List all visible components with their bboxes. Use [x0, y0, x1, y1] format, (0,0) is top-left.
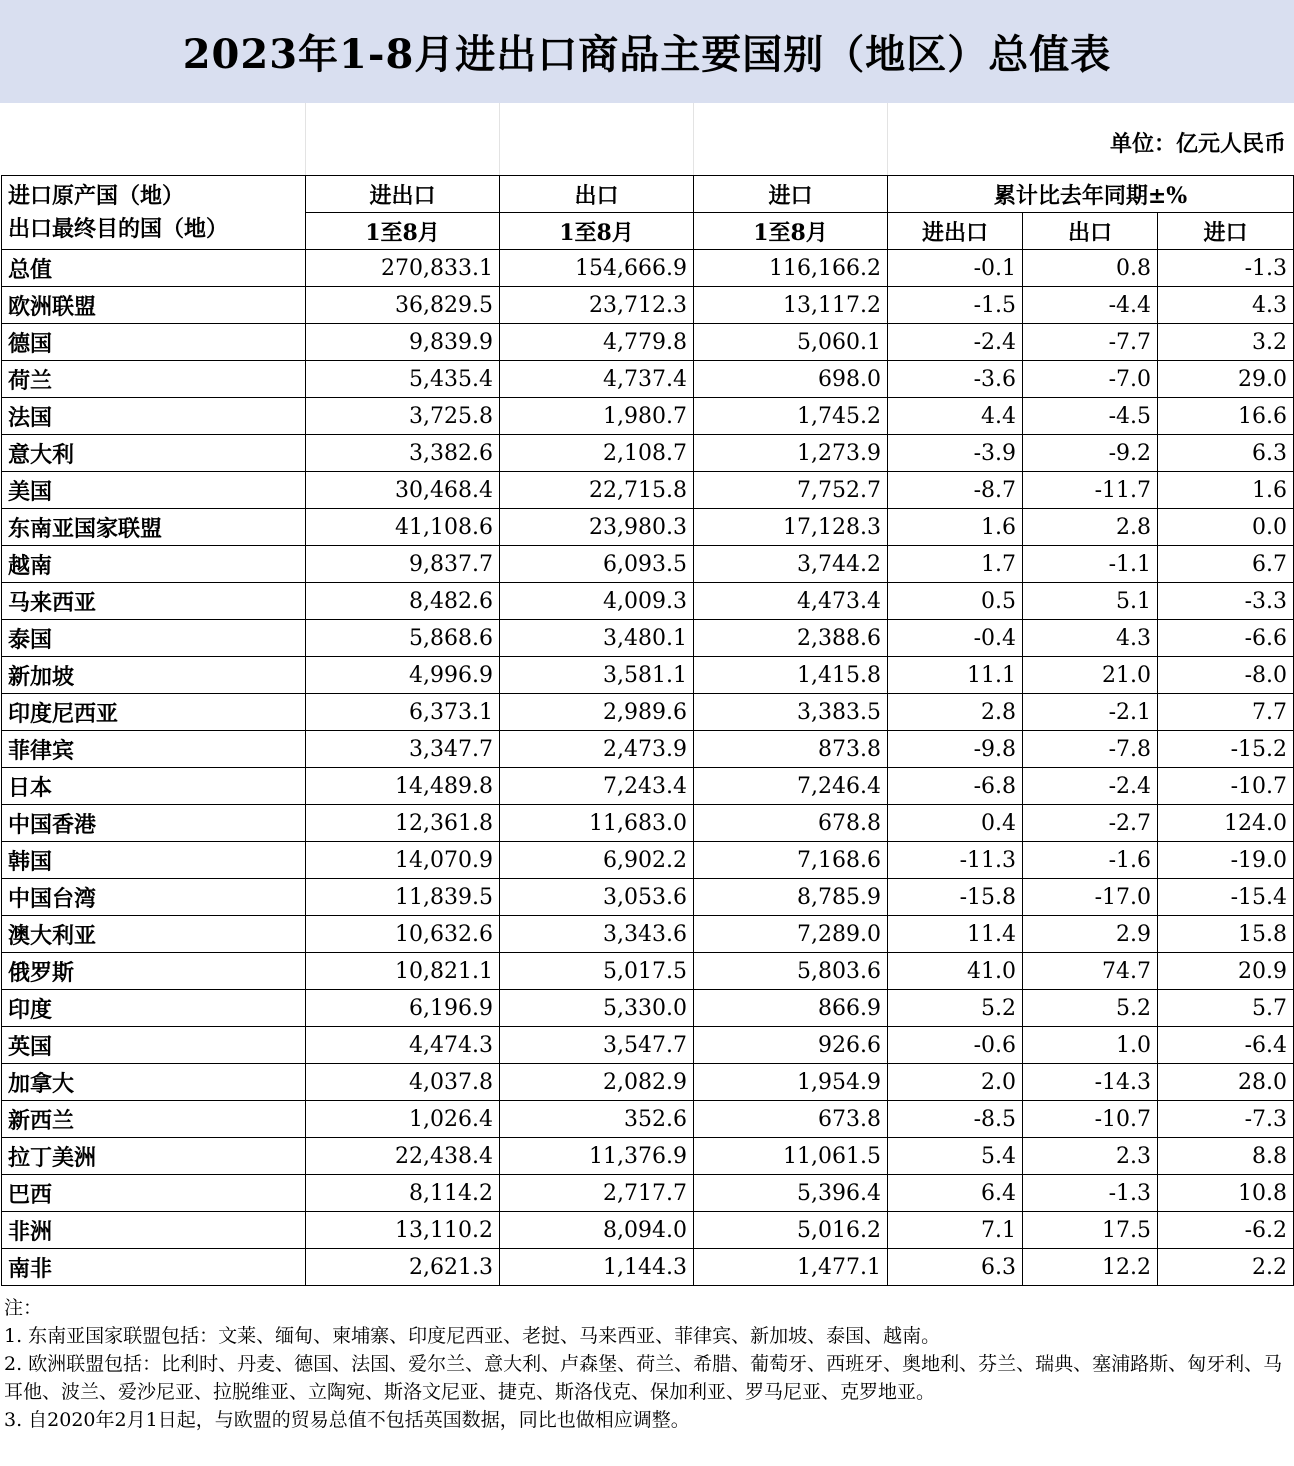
yoy-export-cell: -11.7	[1023, 472, 1158, 509]
export-cell: 4,779.8	[500, 324, 694, 361]
country-cell: 印度	[2, 990, 306, 1027]
yoy-export-header: 出口	[1023, 213, 1158, 250]
yoy-export-cell: -2.1	[1023, 694, 1158, 731]
import-cell: 5,396.4	[694, 1175, 888, 1212]
total-period-header: 1至8月	[306, 213, 500, 250]
yoy-total-cell: -8.5	[888, 1101, 1023, 1138]
yoy-import-cell: 124.0	[1158, 805, 1294, 842]
yoy-import-cell: 16.6	[1158, 398, 1294, 435]
export-cell: 3,547.7	[500, 1027, 694, 1064]
yoy-import-cell: 7.7	[1158, 694, 1294, 731]
export-cell: 5,017.5	[500, 953, 694, 990]
import-cell: 1,273.9	[694, 435, 888, 472]
yoy-export-cell: -14.3	[1023, 1064, 1158, 1101]
total-cell: 36,829.5	[306, 287, 500, 324]
yoy-total-cell: -0.6	[888, 1027, 1023, 1064]
import-cell: 873.8	[694, 731, 888, 768]
export-cell: 23,712.3	[500, 287, 694, 324]
country-cell: 新加坡	[2, 657, 306, 694]
export-cell: 352.6	[500, 1101, 694, 1138]
total-cell: 41,108.6	[306, 509, 500, 546]
total-cell: 5,435.4	[306, 361, 500, 398]
table-row	[2, 583, 1294, 620]
total-cell: 1,026.4	[306, 1101, 500, 1138]
country-cell: 加拿大	[2, 1064, 306, 1101]
yoy-import-cell: 29.0	[1158, 361, 1294, 398]
note-1: 1. 东南亚国家联盟包括：文莱、缅甸、柬埔寨、印度尼西亚、老挝、马来西亚、菲律宾、新加坡、泰国、越南。	[4, 1325, 941, 1347]
table-row	[2, 435, 1294, 472]
import-cell: 8,785.9	[694, 879, 888, 916]
yoy-import-cell: 4.3	[1158, 287, 1294, 324]
table-row	[2, 953, 1294, 990]
country-cell: 印度尼西亚	[2, 694, 306, 731]
yoy-total-cell: -1.5	[888, 287, 1023, 324]
import-cell: 3,383.5	[694, 694, 888, 731]
yoy-import-cell: -7.3	[1158, 1101, 1294, 1138]
country-cell: 欧洲联盟	[2, 287, 306, 324]
export-period-header: 1至8月	[500, 213, 694, 250]
yoy-import-cell: 3.2	[1158, 324, 1294, 361]
country-cell: 新西兰	[2, 1101, 306, 1138]
yoy-import-cell: 28.0	[1158, 1064, 1294, 1101]
yoy-import-cell: -19.0	[1158, 842, 1294, 879]
yoy-import-cell: -15.4	[1158, 879, 1294, 916]
export-cell: 7,243.4	[500, 768, 694, 805]
import-period-header: 1至8月	[694, 213, 888, 250]
country-cell: 拉丁美洲	[2, 1138, 306, 1175]
yoy-total-cell: 7.1	[888, 1212, 1023, 1249]
yoy-export-cell: -2.7	[1023, 805, 1158, 842]
import-cell: 7,168.6	[694, 842, 888, 879]
country-cell: 东南亚国家联盟	[2, 509, 306, 546]
table-row	[2, 1138, 1294, 1175]
yoy-import-cell: -1.3	[1158, 250, 1294, 287]
total-cell: 9,839.9	[306, 324, 500, 361]
country-cell: 非洲	[2, 1212, 306, 1249]
note-2: 2. 欧洲联盟包括：比利时、丹麦、德国、法国、爱尔兰、意大利、卢森堡、荷兰、希腊、葡萄牙、西班牙、奥地利、芬兰、瑞典、塞浦路斯、匈牙利、马耳他、波兰、爱沙尼亚、拉脱维亚、立陶宛、斯洛文尼亚、捷克、斯洛伐克、保加利亚、罗马尼亚、克罗地亚。	[4, 1353, 1283, 1403]
yoy-import-cell: -10.7	[1158, 768, 1294, 805]
yoy-export-cell: -4.4	[1023, 287, 1158, 324]
yoy-export-cell: 2.9	[1023, 916, 1158, 953]
yoy-total-cell: 2.8	[888, 694, 1023, 731]
yoy-total-cell: -15.8	[888, 879, 1023, 916]
import-cell: 1,477.1	[694, 1249, 888, 1286]
total-cell: 14,489.8	[306, 768, 500, 805]
yoy-import-cell: -8.0	[1158, 657, 1294, 694]
country-cell: 日本	[2, 768, 306, 805]
unit-label: 单位：亿元人民币	[1109, 131, 1286, 157]
export-cell: 6,902.2	[500, 842, 694, 879]
export-cell: 1,980.7	[500, 398, 694, 435]
yoy-import-cell: -3.3	[1158, 583, 1294, 620]
yoy-total-cell: 6.3	[888, 1249, 1023, 1286]
grid-line	[305, 103, 306, 175]
import-cell: 678.8	[694, 805, 888, 842]
import-cell: 5,016.2	[694, 1212, 888, 1249]
total-header: 进出口	[306, 176, 500, 213]
yoy-export-cell: -7.7	[1023, 324, 1158, 361]
export-cell: 11,683.0	[500, 805, 694, 842]
import-cell: 2,388.6	[694, 620, 888, 657]
export-cell: 6,093.5	[500, 546, 694, 583]
export-cell: 8,094.0	[500, 1212, 694, 1249]
table-row	[2, 842, 1294, 879]
total-cell: 22,438.4	[306, 1138, 500, 1175]
export-cell: 3,581.1	[500, 657, 694, 694]
yoy-total-cell: 11.1	[888, 657, 1023, 694]
export-cell: 11,376.9	[500, 1138, 694, 1175]
import-cell: 1,954.9	[694, 1064, 888, 1101]
yoy-export-cell: 12.2	[1023, 1249, 1158, 1286]
yoy-import-cell: 5.7	[1158, 990, 1294, 1027]
table-row	[2, 1249, 1294, 1286]
yoy-export-cell: 5.2	[1023, 990, 1158, 1027]
yoy-import-header: 进口	[1158, 213, 1294, 250]
yoy-total-cell: 11.4	[888, 916, 1023, 953]
total-cell: 3,382.6	[306, 435, 500, 472]
country-cell: 俄罗斯	[2, 953, 306, 990]
yoy-export-cell: 5.1	[1023, 583, 1158, 620]
import-cell: 1,415.8	[694, 657, 888, 694]
yoy-total-cell: 2.0	[888, 1064, 1023, 1101]
yoy-export-cell: 2.3	[1023, 1138, 1158, 1175]
country-cell: 意大利	[2, 435, 306, 472]
export-cell: 22,715.8	[500, 472, 694, 509]
table-row	[2, 324, 1294, 361]
trade-table	[1, 175, 1294, 1286]
yoy-export-cell: 4.3	[1023, 620, 1158, 657]
country-cell: 菲律宾	[2, 731, 306, 768]
yoy-export-cell: -2.4	[1023, 768, 1158, 805]
yoy-header: 累计比去年同期±%	[888, 176, 1294, 213]
table-row	[2, 398, 1294, 435]
grid-line	[887, 103, 888, 175]
yoy-total-cell: -11.3	[888, 842, 1023, 879]
total-cell: 6,373.1	[306, 694, 500, 731]
table-row	[2, 1101, 1294, 1138]
yoy-total-cell: -2.4	[888, 324, 1023, 361]
table-row	[2, 546, 1294, 583]
yoy-total-cell: -8.7	[888, 472, 1023, 509]
table-row	[2, 509, 1294, 546]
yoy-total-cell: -9.8	[888, 731, 1023, 768]
export-cell: 2,108.7	[500, 435, 694, 472]
import-cell: 866.9	[694, 990, 888, 1027]
yoy-total-cell: -3.9	[888, 435, 1023, 472]
export-cell: 3,053.6	[500, 879, 694, 916]
yoy-import-cell: 10.8	[1158, 1175, 1294, 1212]
yoy-total-cell: -6.8	[888, 768, 1023, 805]
table-row	[2, 916, 1294, 953]
total-cell: 12,361.8	[306, 805, 500, 842]
yoy-import-cell: -6.4	[1158, 1027, 1294, 1064]
yoy-import-cell: 0.0	[1158, 509, 1294, 546]
grid-line	[499, 103, 500, 175]
table-row	[2, 1064, 1294, 1101]
country-cell: 中国香港	[2, 805, 306, 842]
import-cell: 7,752.7	[694, 472, 888, 509]
total-cell: 14,070.9	[306, 842, 500, 879]
table-row	[2, 657, 1294, 694]
import-cell: 7,246.4	[694, 768, 888, 805]
title-bar	[0, 0, 1294, 103]
yoy-import-cell: -15.2	[1158, 731, 1294, 768]
yoy-total-cell: 0.4	[888, 805, 1023, 842]
table-row	[2, 694, 1294, 731]
total-cell: 10,632.6	[306, 916, 500, 953]
total-cell: 270,833.1	[306, 250, 500, 287]
export-cell: 4,737.4	[500, 361, 694, 398]
import-cell: 13,117.2	[694, 287, 888, 324]
import-cell: 5,060.1	[694, 324, 888, 361]
export-cell: 3,480.1	[500, 620, 694, 657]
total-cell: 6,196.9	[306, 990, 500, 1027]
total-cell: 4,037.8	[306, 1064, 500, 1101]
country-cell: 泰国	[2, 620, 306, 657]
yoy-export-cell: -9.2	[1023, 435, 1158, 472]
page-title: 2023年1-8月进出口商品主要国别（地区）总值表	[182, 31, 1112, 78]
note-3: 3. 自2020年2月1日起，与欧盟的贸易总值不包括英国数据，同比也做相应调整。	[4, 1409, 690, 1431]
table-row	[2, 990, 1294, 1027]
export-cell: 5,330.0	[500, 990, 694, 1027]
yoy-import-cell: 15.8	[1158, 916, 1294, 953]
yoy-total-cell: 41.0	[888, 953, 1023, 990]
country-cell: 荷兰	[2, 361, 306, 398]
yoy-total-cell: -0.1	[888, 250, 1023, 287]
yoy-export-cell: -4.5	[1023, 398, 1158, 435]
import-cell: 7,289.0	[694, 916, 888, 953]
table-row	[2, 620, 1294, 657]
total-cell: 4,474.3	[306, 1027, 500, 1064]
yoy-import-cell: 6.3	[1158, 435, 1294, 472]
total-cell: 11,839.5	[306, 879, 500, 916]
import-cell: 116,166.2	[694, 250, 888, 287]
export-cell: 2,989.6	[500, 694, 694, 731]
country-cell: 韩国	[2, 842, 306, 879]
yoy-export-cell: 17.5	[1023, 1212, 1158, 1249]
yoy-import-cell: 6.7	[1158, 546, 1294, 583]
yoy-export-cell: -10.7	[1023, 1101, 1158, 1138]
import-cell: 673.8	[694, 1101, 888, 1138]
country-cell: 法国	[2, 398, 306, 435]
yoy-import-cell: 8.8	[1158, 1138, 1294, 1175]
total-cell: 5,868.6	[306, 620, 500, 657]
yoy-import-cell: -6.2	[1158, 1212, 1294, 1249]
import-cell: 4,473.4	[694, 583, 888, 620]
country-cell: 德国	[2, 324, 306, 361]
yoy-export-cell: 0.8	[1023, 250, 1158, 287]
yoy-total-cell: 0.5	[888, 583, 1023, 620]
export-cell: 4,009.3	[500, 583, 694, 620]
yoy-import-cell: -6.6	[1158, 620, 1294, 657]
import-cell: 1,745.2	[694, 398, 888, 435]
country-cell: 南非	[2, 1249, 306, 1286]
yoy-export-cell: -7.0	[1023, 361, 1158, 398]
yoy-total-cell: 6.4	[888, 1175, 1023, 1212]
table-row	[2, 472, 1294, 509]
import-cell: 5,803.6	[694, 953, 888, 990]
table-row	[2, 768, 1294, 805]
yoy-export-cell: -7.8	[1023, 731, 1158, 768]
notes-heading: 注：	[4, 1297, 43, 1319]
total-cell: 4,996.9	[306, 657, 500, 694]
export-cell: 2,473.9	[500, 731, 694, 768]
total-cell: 2,621.3	[306, 1249, 500, 1286]
total-cell: 8,482.6	[306, 583, 500, 620]
country-header-line2: 出口最终目的国（地）	[8, 215, 229, 242]
yoy-export-cell: 1.0	[1023, 1027, 1158, 1064]
table-row	[2, 250, 1294, 287]
import-cell: 3,744.2	[694, 546, 888, 583]
grid-line	[693, 103, 694, 175]
country-cell: 巴西	[2, 1175, 306, 1212]
yoy-export-cell: 21.0	[1023, 657, 1158, 694]
yoy-import-cell: 1.6	[1158, 472, 1294, 509]
total-cell: 10,821.1	[306, 953, 500, 990]
yoy-total-cell: 5.2	[888, 990, 1023, 1027]
table-row	[2, 287, 1294, 324]
yoy-export-cell: 2.8	[1023, 509, 1158, 546]
yoy-export-cell: 74.7	[1023, 953, 1158, 990]
notes	[0, 1286, 1294, 1434]
total-cell: 3,347.7	[306, 731, 500, 768]
total-cell: 8,114.2	[306, 1175, 500, 1212]
total-cell: 3,725.8	[306, 398, 500, 435]
total-cell: 30,468.4	[306, 472, 500, 509]
yoy-export-cell: -1.3	[1023, 1175, 1158, 1212]
table-row	[2, 1027, 1294, 1064]
yoy-total-cell: 5.4	[888, 1138, 1023, 1175]
table-row	[2, 731, 1294, 768]
table-row	[2, 1212, 1294, 1249]
yoy-export-cell: -17.0	[1023, 879, 1158, 916]
country-header	[2, 176, 306, 250]
import-header: 进口	[694, 176, 888, 213]
yoy-total-cell: -0.4	[888, 620, 1023, 657]
import-cell: 698.0	[694, 361, 888, 398]
table-row	[2, 879, 1294, 916]
country-cell: 马来西亚	[2, 583, 306, 620]
yoy-export-cell: -1.6	[1023, 842, 1158, 879]
country-cell: 越南	[2, 546, 306, 583]
import-cell: 17,128.3	[694, 509, 888, 546]
country-cell: 英国	[2, 1027, 306, 1064]
country-cell: 中国台湾	[2, 879, 306, 916]
table-row	[2, 805, 1294, 842]
unit-row	[0, 103, 1294, 175]
export-cell: 23,980.3	[500, 509, 694, 546]
import-cell: 11,061.5	[694, 1138, 888, 1175]
yoy-export-cell: -1.1	[1023, 546, 1158, 583]
table-row	[2, 1175, 1294, 1212]
country-header-line1: 进口原产国（地）	[8, 182, 185, 209]
country-cell: 澳大利亚	[2, 916, 306, 953]
yoy-total-cell: 1.7	[888, 546, 1023, 583]
total-cell: 9,837.7	[306, 546, 500, 583]
yoy-total-cell: -3.6	[888, 361, 1023, 398]
yoy-total-cell: 4.4	[888, 398, 1023, 435]
export-cell: 3,343.6	[500, 916, 694, 953]
country-cell: 总值	[2, 250, 306, 287]
export-cell: 2,082.9	[500, 1064, 694, 1101]
export-cell: 1,144.3	[500, 1249, 694, 1286]
export-header: 出口	[500, 176, 694, 213]
table-row	[2, 361, 1294, 398]
export-cell: 154,666.9	[500, 250, 694, 287]
total-cell: 13,110.2	[306, 1212, 500, 1249]
import-cell: 926.6	[694, 1027, 888, 1064]
export-cell: 2,717.7	[500, 1175, 694, 1212]
yoy-import-cell: 2.2	[1158, 1249, 1294, 1286]
yoy-total-header: 进出口	[888, 213, 1023, 250]
yoy-import-cell: 20.9	[1158, 953, 1294, 990]
country-cell: 美国	[2, 472, 306, 509]
yoy-total-cell: 1.6	[888, 509, 1023, 546]
